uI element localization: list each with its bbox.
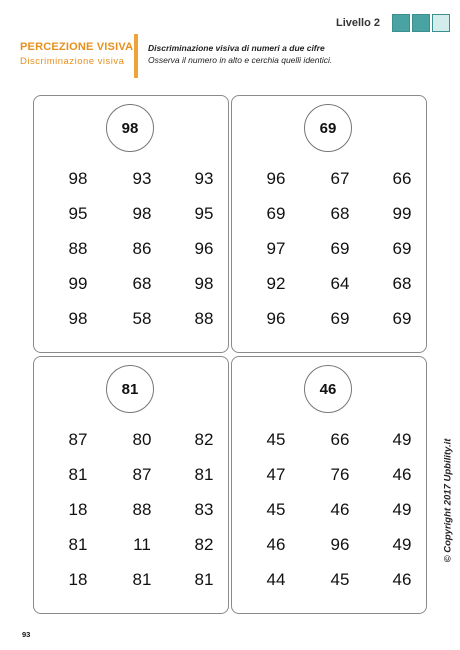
number-option[interactable]: 66: [330, 430, 350, 449]
number-option[interactable]: 45: [266, 500, 286, 519]
number-option[interactable]: 81: [68, 465, 88, 484]
number-option[interactable]: 96: [266, 309, 286, 328]
number-option[interactable]: 87: [68, 430, 88, 449]
number-option[interactable]: 69: [392, 239, 412, 258]
level-label: Livello 2: [335, 17, 380, 29]
number-option[interactable]: 96: [266, 169, 286, 188]
level-box-2: [412, 14, 430, 32]
number-option[interactable]: 86: [132, 239, 152, 258]
number-option[interactable]: 81: [194, 465, 214, 484]
exercise-card: [33, 356, 229, 614]
instruction-title: Discriminazione visiva di numeri a due cifre: [148, 43, 325, 53]
target-number: 98: [106, 104, 154, 152]
number-option[interactable]: 45: [330, 570, 350, 589]
number-option[interactable]: 49: [392, 500, 412, 519]
number-option[interactable]: 88: [194, 309, 214, 328]
number-option[interactable]: 69: [392, 309, 412, 328]
target-number: 69: [304, 104, 352, 152]
number-option[interactable]: 68: [132, 274, 152, 293]
level-indicator: [336, 12, 450, 34]
number-option[interactable]: 18: [68, 570, 88, 589]
number-option[interactable]: 96: [194, 239, 214, 258]
number-option[interactable]: 99: [68, 274, 88, 293]
number-option[interactable]: 92: [266, 274, 286, 293]
number-option[interactable]: 98: [132, 204, 152, 223]
level-box-3: [432, 14, 450, 32]
number-option[interactable]: 69: [266, 204, 286, 223]
number-option[interactable]: 95: [68, 204, 88, 223]
number-option[interactable]: 80: [132, 430, 152, 449]
number-option[interactable]: 46: [392, 570, 412, 589]
number-option[interactable]: 49: [392, 430, 412, 449]
target-number: 46: [304, 365, 352, 413]
number-option[interactable]: 81: [68, 535, 88, 554]
instructions: [148, 42, 332, 66]
number-option[interactable]: 88: [132, 500, 152, 519]
number-option[interactable]: 46: [266, 535, 286, 554]
number-option[interactable]: 46: [330, 500, 350, 519]
number-option[interactable]: 81: [194, 570, 214, 589]
page-number: 93: [22, 630, 31, 639]
copyright-text: © Copyright 2017 Upbility.it: [442, 438, 454, 563]
number-option[interactable]: 44: [266, 570, 286, 589]
number-option[interactable]: 97: [266, 239, 286, 258]
exercise-card: [231, 356, 427, 614]
number-option[interactable]: 99: [392, 204, 412, 223]
number-option[interactable]: 82: [194, 535, 214, 554]
number-option[interactable]: 93: [132, 169, 152, 188]
number-option[interactable]: 46: [392, 465, 412, 484]
page-subtitle: Discriminazione visiva: [20, 56, 125, 67]
number-option[interactable]: 98: [68, 169, 88, 188]
number-option[interactable]: 47: [266, 465, 286, 484]
number-option[interactable]: 69: [330, 239, 350, 258]
number-option[interactable]: 18: [68, 500, 88, 519]
number-option[interactable]: 76: [330, 465, 350, 484]
number-option[interactable]: 66: [392, 169, 412, 188]
title-divider: [134, 34, 138, 78]
number-option[interactable]: 95: [194, 204, 214, 223]
level-box-1: [392, 14, 410, 32]
number-option[interactable]: 64: [330, 274, 350, 293]
number-option[interactable]: 88: [68, 239, 88, 258]
number-option[interactable]: 67: [330, 169, 350, 188]
number-option[interactable]: 82: [194, 430, 214, 449]
number-option[interactable]: 87: [132, 465, 152, 484]
number-option[interactable]: 96: [330, 535, 350, 554]
number-option[interactable]: 68: [330, 204, 350, 223]
number-option[interactable]: 68: [392, 274, 412, 293]
number-option[interactable]: 11: [133, 535, 151, 554]
target-number: 81: [106, 365, 154, 413]
number-option[interactable]: 83: [194, 500, 214, 519]
section-title: [20, 41, 133, 67]
page-title: PERCEZIONE VISIVA: [20, 41, 134, 53]
exercise-card: [231, 95, 427, 353]
number-option[interactable]: 93: [194, 169, 214, 188]
number-option[interactable]: 81: [132, 570, 152, 589]
number-option[interactable]: 45: [266, 430, 286, 449]
exercise-card: [33, 95, 229, 353]
number-option[interactable]: 98: [68, 309, 88, 328]
number-option[interactable]: 69: [330, 309, 350, 328]
number-option[interactable]: 58: [132, 309, 152, 328]
instruction-text: Osserva il numero in alto e cerchia quelli identici.: [148, 55, 333, 65]
number-option[interactable]: 98: [194, 274, 214, 293]
number-option[interactable]: 49: [392, 535, 412, 554]
